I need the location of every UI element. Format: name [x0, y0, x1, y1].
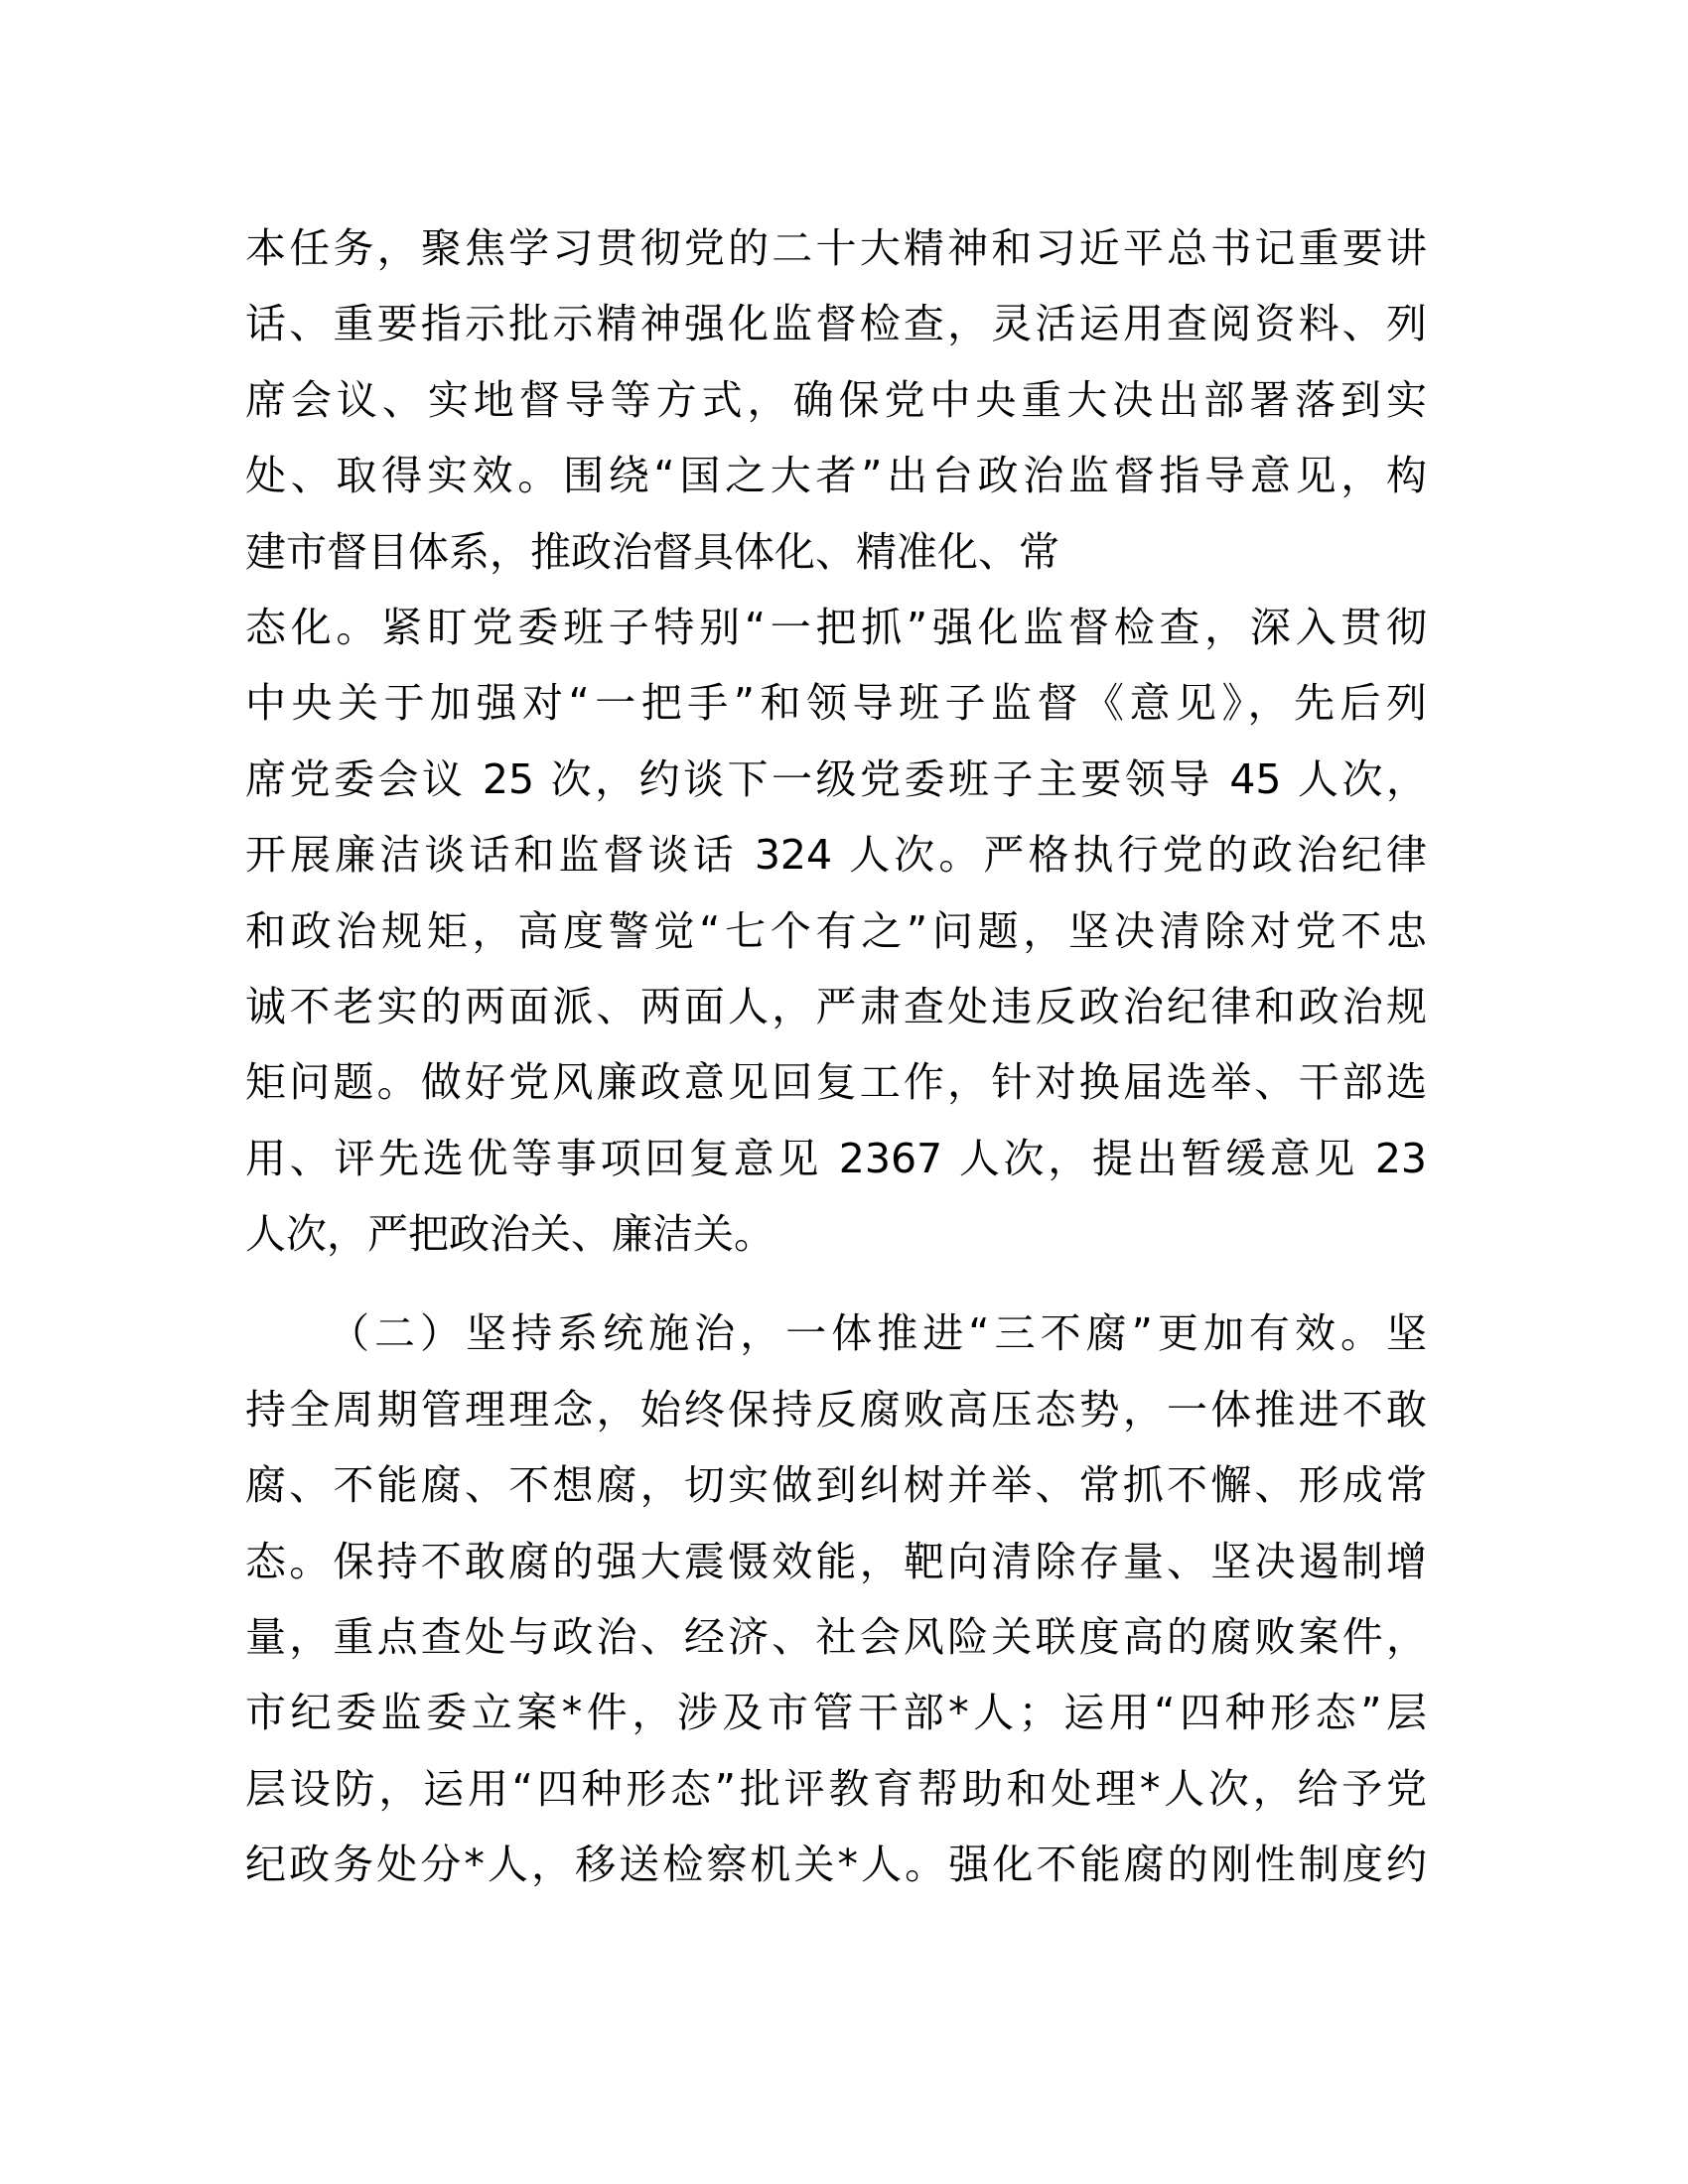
text-line: 本任务，聚焦学习贯彻党的二十大精神和习近平总书记重要讲 — [245, 224, 1427, 272]
text-line: 矩问题。做好党风廉政意见回复工作，针对换届选举、干部选 — [245, 1058, 1427, 1107]
text-line: 开展廉洁谈话和监督谈话 324 人次。严格执行党的政治纪律 — [245, 831, 1427, 880]
section-heading-line: （二）坚持系统施治，一体推进“三不腐”更加有效。坚 — [329, 1309, 1427, 1358]
paragraph-1 — [245, 210, 1427, 1272]
text-line: 建市督目体系，推政治督具体化、精准化、常 — [245, 527, 1059, 576]
paragraph-2 — [245, 1296, 1427, 1902]
text-line: 市纪委监委立案*件，涉及市管干部*人；运用“四种形态”层 — [245, 1689, 1427, 1737]
text-line: 诚不老实的两面派、两面人，严肃查处违反政治纪律和政治规 — [245, 982, 1427, 1030]
text-line: 用、评先选优等事项回复意见 2367 人次，提出暂缓意见 23 — [245, 1134, 1427, 1182]
text-line: 席党委会议 25 次，约谈下一级党委班子主要领导 45 人次， — [245, 754, 1427, 803]
text-line: 人次，严把政治关、廉洁关。 — [245, 1210, 774, 1259]
text-line: 话、重要指示批示精神强化监督检查，灵活运用查阅资料、列 — [245, 300, 1427, 348]
text-line: 席会议、实地督导等方式，确保党中央重大决出部署落到实 — [245, 375, 1427, 424]
document-page — [245, 210, 1427, 1903]
text-line: 持全周期管理理念，始终保持反腐败高压态势，一体推进不敢 — [245, 1385, 1427, 1433]
text-line: 纪政务处分*人，移送检察机关*人。强化不能腐的刚性制度约 — [245, 1841, 1427, 1889]
text-line: 态。保持不敢腐的强大震慑效能，靶向清除存量、坚决遏制增 — [245, 1537, 1427, 1585]
text-line: 和政治规矩，高度警觉“七个有之”问题，坚决清除对党不忠 — [245, 906, 1427, 955]
text-line: 层设防，运用“四种形态”批评教育帮助和处理*人次，给予党 — [245, 1764, 1427, 1813]
text-line: 态化。紧盯党委班子特别“一把抓”强化监督检查，深入贯彻 — [245, 603, 1427, 651]
text-line: 处、取得实效。围绕“国之大者”出台政治监督指导意见，构 — [245, 452, 1427, 500]
text-line: 腐、不能腐、不想腐，切实做到纠树并举、常抓不懈、形成常 — [245, 1461, 1427, 1510]
text-line: 中央关于加强对“一把手”和领导班子监督《意见》，先后列 — [245, 679, 1427, 728]
text-line: 量，重点查处与政治、经济、社会风险关联度高的腐败案件， — [245, 1613, 1427, 1662]
